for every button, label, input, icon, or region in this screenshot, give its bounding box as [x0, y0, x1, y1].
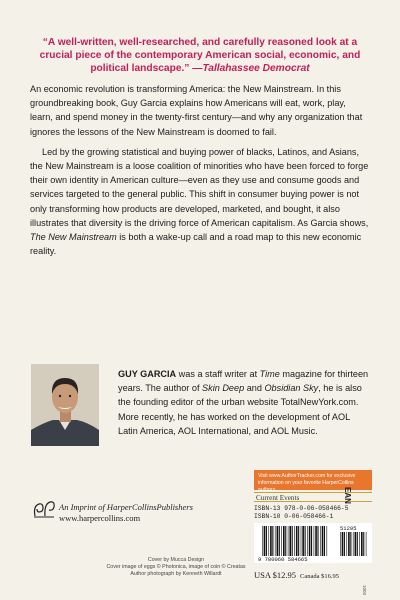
barcode-bar — [305, 526, 306, 556]
ean-label: EAN — [343, 487, 352, 504]
description-paragraph-2-text: Led by the growing statistical and buying power of blacks, Latinos, and Asians, the New Mainstream is a loose coalition of minorities who have been forced to forge their own identity in American culture—even as they use and consume goods and services targeted to the general public. This shift in consumer buying power is not only transforming how products are developed, marketed, and bought, it also illustrates that diversity is the driving force of American capitalism. As Garcia shows, — [30, 146, 369, 228]
barcode-bar — [315, 526, 317, 556]
print-code: 1003 — [362, 585, 367, 596]
barcode-bar — [311, 526, 312, 556]
barcode-bar — [307, 526, 308, 556]
barcode-bar — [292, 526, 293, 556]
credit-images: Cover image of eggs © Photonica, image of coin © Creatas — [106, 564, 246, 570]
barcode-bar — [264, 526, 266, 556]
barcode-bar — [353, 532, 354, 556]
barcode-bar — [298, 526, 299, 556]
description-paragraph-2-end: is both a wake-up call and a road map to this new economic reality. — [30, 232, 362, 257]
category-label: Current Events — [254, 492, 372, 502]
barcode-bar — [361, 532, 363, 556]
bio-part-a: was a staff writer at — [176, 369, 260, 379]
barcode-bar — [309, 526, 311, 556]
barcode-bar — [322, 526, 324, 556]
barcode-bar — [272, 526, 273, 556]
barcode-bar — [359, 532, 360, 556]
barcode-graphic — [254, 523, 372, 563]
barcode-bar — [275, 526, 276, 556]
author-photo — [31, 364, 99, 446]
barcode-digits: 9 780060 584665 — [258, 556, 308, 563]
barcode-bar — [340, 532, 341, 556]
barcode-bar — [344, 532, 345, 556]
barcode — [254, 523, 372, 563]
isbn-13: ISBN-13 978-0-06-058466-5 — [254, 505, 349, 512]
barcode-bar — [357, 532, 358, 556]
description-paragraph-2 — [30, 145, 370, 259]
barcode-bar — [289, 526, 291, 556]
magazine-name: Time — [259, 369, 280, 379]
price-canada: Canada $16.95 — [300, 573, 340, 580]
description-paragraph-1: An economic revolution is transforming America: the New Mainstream. In this groundbreaking book, Guy Garcia explains how Americans will eat, work, play, learn, and spend money in the twenty-first century—and why any organization that ignores the lessons of the New Mainstream is doomed to fail. — [30, 84, 363, 137]
author-book-1: Skin Deep — [202, 383, 245, 394]
quote-text: “A well-written, well-researched, and carefully reasoned look at a crucial piece of the contemporary American social, economic, and political landscape.” — [39, 37, 361, 74]
barcode-bar — [302, 526, 304, 556]
barcode-bar — [296, 526, 298, 556]
barcode-bar — [324, 526, 325, 556]
barcode-bar — [281, 526, 282, 556]
barcode-bar — [363, 532, 364, 556]
barcode-bar — [294, 526, 295, 556]
barcode-bar — [288, 526, 289, 556]
barcode-bar — [262, 526, 263, 556]
barcode-bar — [366, 532, 367, 556]
author-book-2: Obsidian Sky — [264, 383, 319, 394]
barcode-bar — [270, 526, 272, 556]
credit-photo: Author photograph by Kenneth Willardt — [130, 571, 222, 577]
author-name: GUY GARCIA — [118, 369, 177, 379]
barcode-bar — [346, 532, 347, 556]
barcode-bar — [350, 532, 351, 556]
barcode-bar — [342, 532, 344, 556]
price-block — [254, 565, 372, 583]
isbn-10: ISBN-10 0-06-058466-1 — [254, 513, 334, 520]
bio-part-b: magazine for thirteen years. The author of — [118, 369, 369, 394]
publisher-website[interactable]: www.harpercollins.com — [59, 513, 141, 523]
isbn-block — [254, 505, 366, 521]
barcode-bar — [348, 532, 350, 556]
barcode-bar — [327, 526, 328, 556]
barcode-bar — [277, 526, 279, 556]
publisher-logo-icon — [31, 498, 57, 520]
bio-part-d: , he is also the founding editor of the urban website TotalNewYork.com. More recently, he has worked on the development of AOL Latin America, AOL International, and AOL Music. — [118, 383, 362, 436]
author-bio — [118, 367, 370, 438]
price-usa: USA $12.95 — [254, 570, 297, 580]
barcode-addon-digits: 51295 — [340, 525, 357, 532]
quote-attribution: Tallahassee Democrat — [202, 63, 310, 74]
quote-dash: — — [189, 63, 203, 74]
bio-part-c: and — [244, 383, 265, 394]
barcode-bar — [314, 526, 315, 556]
book-description — [30, 82, 370, 258]
barcode-bar — [355, 532, 357, 556]
barcode-bar — [285, 526, 286, 556]
barcode-bar — [268, 526, 269, 556]
credit-design: Cover by Mucca Design — [147, 557, 205, 563]
barcode-bar — [283, 526, 285, 556]
review-quote — [30, 36, 370, 75]
cover-credits — [106, 557, 246, 578]
book-title-inline: The New Mainstream — [30, 232, 117, 243]
barcode-bar — [266, 526, 267, 556]
barcode-bar — [301, 526, 302, 556]
barcode-bar — [320, 526, 321, 556]
barcode-bar — [279, 526, 280, 556]
author-tracker-banner: Visit www.AuthorTracker.com for exclusive information on your favorite HarperCollins authors. — [254, 470, 372, 490]
barcode-bar — [317, 526, 318, 556]
imprint-line: An Imprint of HarperCollinsPublishers — [59, 502, 193, 512]
